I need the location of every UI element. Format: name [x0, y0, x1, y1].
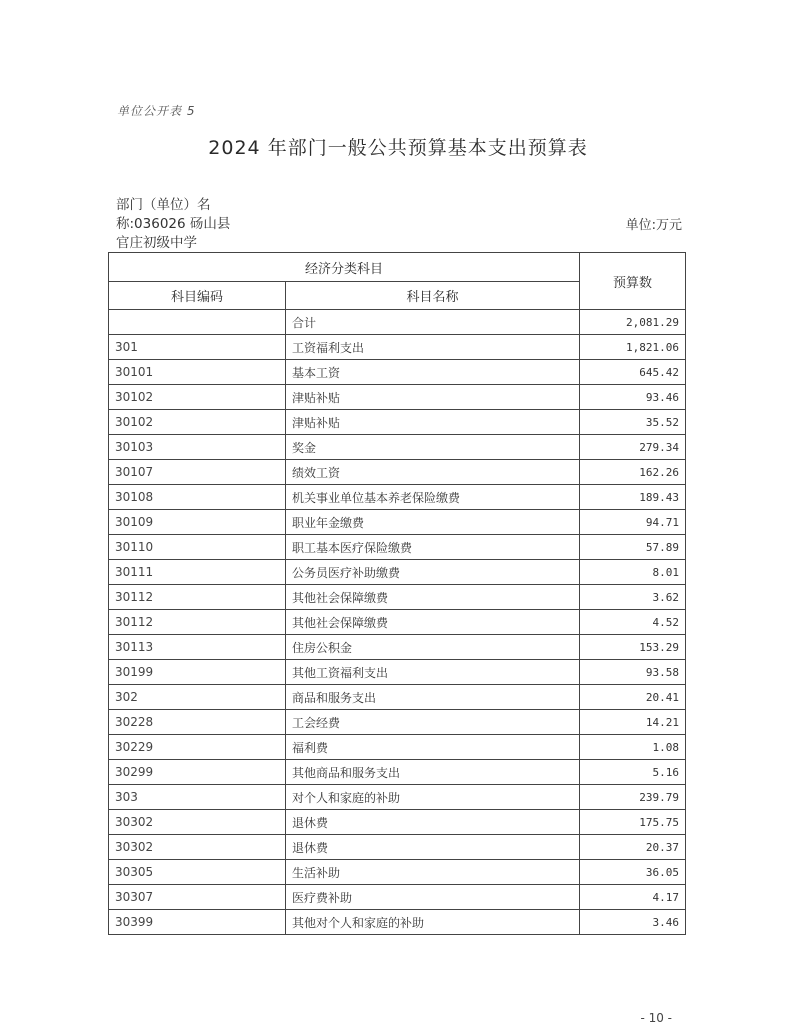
subject-code-cell: 30101 — [109, 360, 286, 385]
budget-amount-cell: 189.43 — [580, 485, 686, 510]
subject-code-cell: 30108 — [109, 485, 286, 510]
subject-code-cell — [109, 310, 286, 335]
header-economic-classification: 经济分类科目 — [109, 253, 580, 282]
page-number: - 10 - — [640, 1011, 672, 1025]
subject-code-cell: 30112 — [109, 585, 286, 610]
subject-name-cell: 津贴补贴 — [286, 410, 580, 435]
table-row — [109, 785, 686, 810]
table-row — [109, 535, 686, 560]
budget-amount-cell: 3.62 — [580, 585, 686, 610]
subject-name-cell: 生活补助 — [286, 860, 580, 885]
department-line-3: 官庄初级中学 — [116, 235, 197, 251]
budget-amount-cell: 93.58 — [580, 660, 686, 685]
table-row — [109, 710, 686, 735]
table-row — [109, 910, 686, 935]
subject-code-cell: 30110 — [109, 535, 286, 560]
doc-label: 单位公开表 5 — [117, 104, 196, 118]
subject-code-cell: 302 — [109, 685, 286, 710]
subject-name-cell: 其他对个人和家庭的补助 — [286, 910, 580, 935]
budget-amount-cell: 8.01 — [580, 560, 686, 585]
subject-code-cell: 30103 — [109, 435, 286, 460]
table-row — [109, 435, 686, 460]
table-row — [109, 360, 686, 385]
subject-code-cell: 30228 — [109, 710, 286, 735]
table-row — [109, 660, 686, 685]
subject-code-cell: 30299 — [109, 760, 286, 785]
subject-name-cell: 公务员医疗补助缴费 — [286, 560, 580, 585]
table-row — [109, 485, 686, 510]
subject-code-cell: 30102 — [109, 410, 286, 435]
budget-amount-cell: 153.29 — [580, 635, 686, 660]
budget-amount-cell: 20.37 — [580, 835, 686, 860]
subject-name-cell: 工会经费 — [286, 710, 580, 735]
subject-code-cell: 30112 — [109, 610, 286, 635]
budget-amount-cell: 4.52 — [580, 610, 686, 635]
unit-label: 单位:万元 — [625, 218, 682, 233]
table-row — [109, 885, 686, 910]
subject-code-cell: 30229 — [109, 735, 286, 760]
header-subject-name: 科目名称 — [286, 282, 580, 310]
subject-name-cell: 其他社会保障缴费 — [286, 610, 580, 635]
budget-amount-cell: 239.79 — [580, 785, 686, 810]
budget-amount-cell: 93.46 — [580, 385, 686, 410]
subject-name-cell: 津贴补贴 — [286, 385, 580, 410]
subject-name-cell: 其他社会保障缴费 — [286, 585, 580, 610]
subject-name-cell: 其他工资福利支出 — [286, 660, 580, 685]
table-row — [109, 335, 686, 360]
table-row — [109, 635, 686, 660]
department-line-2: 称:036026 砀山县 — [116, 216, 231, 232]
subject-code-cell: 30102 — [109, 385, 286, 410]
budget-table — [108, 252, 686, 935]
subject-name-cell: 退休费 — [286, 835, 580, 860]
table-row — [109, 460, 686, 485]
table-row — [109, 810, 686, 835]
budget-amount-cell: 2,081.29 — [580, 310, 686, 335]
subject-name-cell: 奖金 — [286, 435, 580, 460]
budget-amount-cell: 57.89 — [580, 535, 686, 560]
table-row — [109, 410, 686, 435]
subject-code-cell: 30302 — [109, 835, 286, 860]
table-row — [109, 385, 686, 410]
subject-name-cell: 合计 — [286, 310, 580, 335]
table-row — [109, 560, 686, 585]
subject-name-cell: 职业年金缴费 — [286, 510, 580, 535]
budget-amount-cell: 35.52 — [580, 410, 686, 435]
subject-name-cell: 基本工资 — [286, 360, 580, 385]
subject-name-cell: 职工基本医疗保险缴费 — [286, 535, 580, 560]
subject-name-cell: 医疗费补助 — [286, 885, 580, 910]
subject-name-cell: 绩效工资 — [286, 460, 580, 485]
subject-code-cell: 30109 — [109, 510, 286, 535]
subject-code-cell: 30307 — [109, 885, 286, 910]
subject-name-cell: 对个人和家庭的补助 — [286, 785, 580, 810]
subject-code-cell: 30113 — [109, 635, 286, 660]
table-row — [109, 585, 686, 610]
budget-amount-cell: 20.41 — [580, 685, 686, 710]
department-info — [116, 196, 230, 253]
table-row — [109, 610, 686, 635]
subject-name-cell: 住房公积金 — [286, 635, 580, 660]
page-title: 2024 年部门一般公共预算基本支出预算表 — [208, 137, 588, 159]
table-header-row — [109, 253, 686, 282]
subject-code-cell: 30111 — [109, 560, 286, 585]
table-row — [109, 835, 686, 860]
header-subject-code: 科目编码 — [109, 282, 286, 310]
header-budget-amount: 预算数 — [580, 253, 686, 310]
department-line-1: 部门（单位）名 — [116, 197, 211, 213]
table-row — [109, 310, 686, 335]
subject-name-cell: 工资福利支出 — [286, 335, 580, 360]
table-row — [109, 860, 686, 885]
budget-amount-cell: 4.17 — [580, 885, 686, 910]
subject-code-cell: 30305 — [109, 860, 286, 885]
table-row — [109, 735, 686, 760]
subject-code-cell: 301 — [109, 335, 286, 360]
budget-amount-cell: 36.05 — [580, 860, 686, 885]
table-row — [109, 510, 686, 535]
subject-name-cell: 退休费 — [286, 810, 580, 835]
table-row — [109, 760, 686, 785]
subject-code-cell: 303 — [109, 785, 286, 810]
subject-name-cell: 其他商品和服务支出 — [286, 760, 580, 785]
subject-name-cell: 商品和服务支出 — [286, 685, 580, 710]
subject-name-cell: 机关事业单位基本养老保险缴费 — [286, 485, 580, 510]
budget-amount-cell: 645.42 — [580, 360, 686, 385]
budget-amount-cell: 3.46 — [580, 910, 686, 935]
budget-amount-cell: 5.16 — [580, 760, 686, 785]
budget-amount-cell: 14.21 — [580, 710, 686, 735]
budget-amount-cell: 279.34 — [580, 435, 686, 460]
subject-code-cell: 30399 — [109, 910, 286, 935]
subject-name-cell: 福利费 — [286, 735, 580, 760]
budget-amount-cell: 162.26 — [580, 460, 686, 485]
budget-amount-cell: 1,821.06 — [580, 335, 686, 360]
table-row — [109, 685, 686, 710]
budget-amount-cell: 175.75 — [580, 810, 686, 835]
subject-code-cell: 30107 — [109, 460, 286, 485]
budget-amount-cell: 1.08 — [580, 735, 686, 760]
subject-code-cell: 30302 — [109, 810, 286, 835]
subject-code-cell: 30199 — [109, 660, 286, 685]
budget-amount-cell: 94.71 — [580, 510, 686, 535]
table-body — [109, 310, 686, 935]
